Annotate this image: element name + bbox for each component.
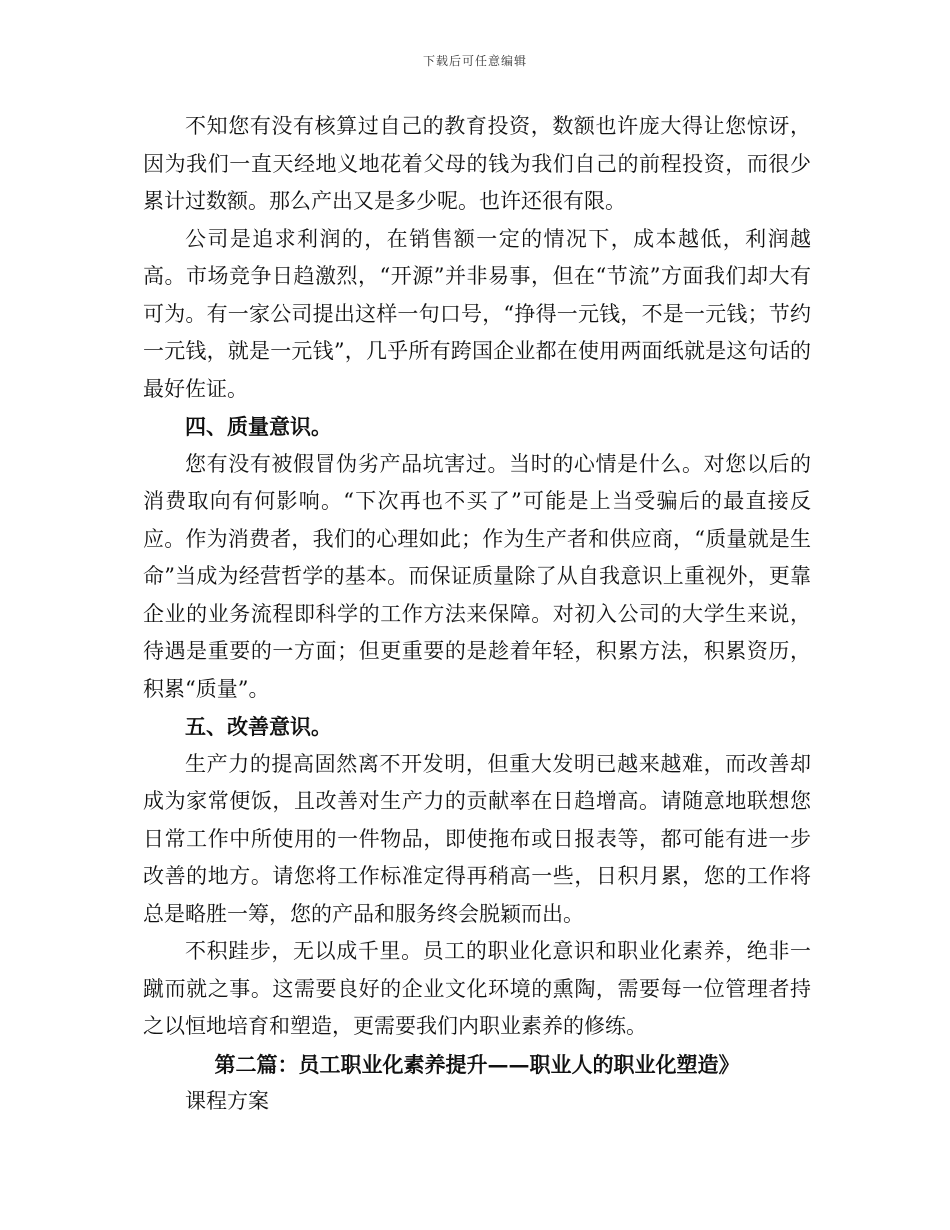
paragraph-improvement: 生产力的提高固然离不开发明，但重大发明已越来越难，而改善却成为家常便饭，且改善对生产力的贡献率在日趋增高。请随意地联想您日常工作中所使用的一件物品，即使拖布或日报表等，都可能有进一步改善的地方。请您将工作标准定得再稍高一些，日积月累，您的工作将总是略胜一筹，您的产品和服务终会脱颖而出。 [143, 751, 811, 926]
paragraph-cost-saving: 公司是追求利润的，在销售额一定的情况下，成本越低，利润越高。市场竞争日趋激烈，“开源”并非易事，但在“节流”方面我们却大有可为。有一家公司提出这样一句口号，“挣得一元钱，不是一元钱；节约一元钱，就是一元钱”，几乎所有跨国企业都在使用两面纸就是这句话的最好佐证。 [143, 226, 811, 401]
course-plan-subheading: 课程方案 [185, 1089, 269, 1113]
heading-quality-awareness: 四、质量意识。 [185, 414, 332, 439]
page-header: 下载后可任意编辑 [422, 54, 527, 68]
section-title: 第二篇：员工职业化素养提升——职业人的职业化塑造》 [214, 1051, 740, 1077]
heading-improvement-awareness: 五、改善意识。 [185, 714, 332, 739]
paragraph-education-investment: 不知您有没有核算过自己的教育投资，数额也许庞大得让您惊讶，因为我们一直天经地义地花着父母的钱为我们自己的前程投资，而很少累计过数额。那么产出又是多少呢。也许还很有限。 [143, 114, 811, 213]
paragraph-quality: 您有没有被假冒伪劣产品坑害过。当时的心情是什么。对您以后的消费取向有何影响。“下次再也不买了”可能是上当受骗后的最直接反应。作为消费者，我们的心理如此；作为生产者和供应商，“质量就是生命”当成为经营哲学的基本。而保证质量除了从自我意识上重视外，更靠企业的业务流程即科学的工作方法来保障。对初入公司的大学生来说，待遇是重要的一方面；但更重要的是趁着年轻，积累方法，积累资历，积累“质量”。 [143, 451, 811, 701]
document-body [143, 108, 811, 1121]
paragraph-conclusion: 不积跬步，无以成千里。员工的职业化意识和职业化素养，绝非一蹴而就之事。这需要良好的企业文化环境的熏陶，需要每一位管理者持之以恒地培育和塑造，更需要我们内职业素养的修练。 [143, 939, 811, 1038]
